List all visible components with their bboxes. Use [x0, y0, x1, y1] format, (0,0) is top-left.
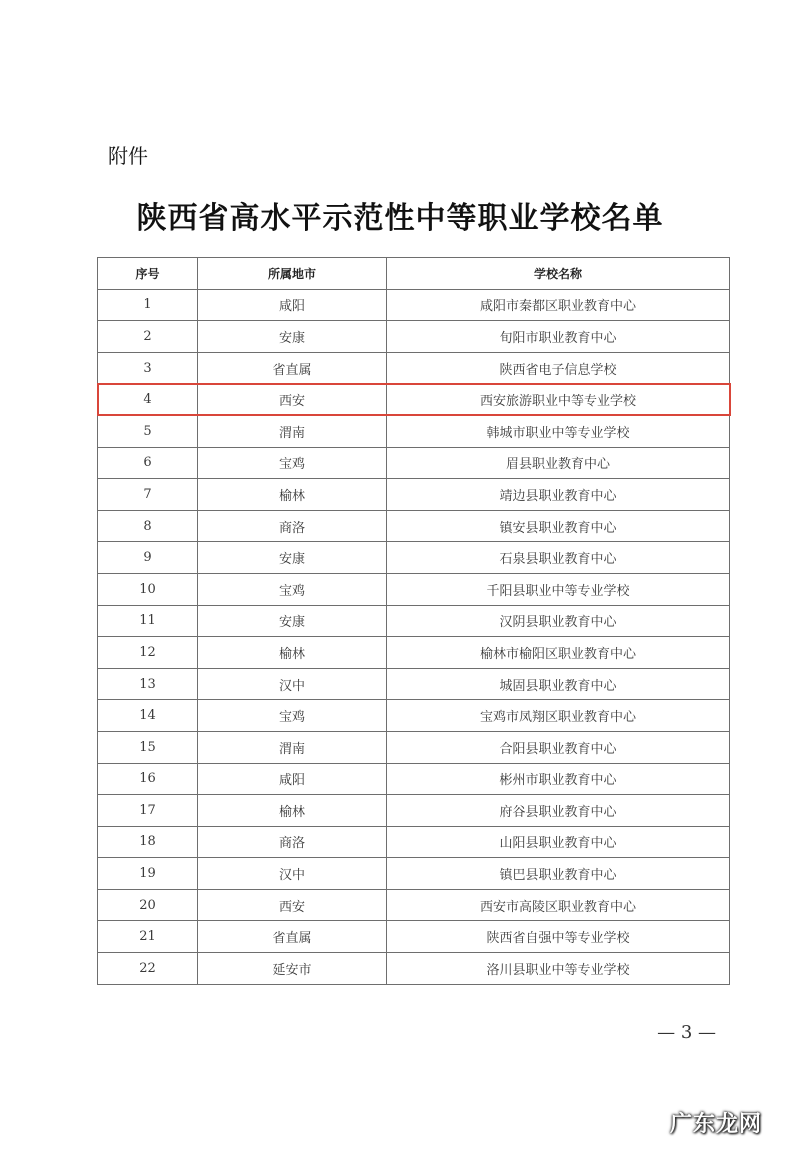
table-row: [98, 637, 730, 669]
cell-serial-number: 1: [98, 289, 198, 321]
cell-school-name: 千阳县职业中等专业学校: [387, 573, 730, 605]
cell-school-name: 西安旅游职业中等专业学校: [387, 384, 730, 416]
cell-serial-number: 6: [98, 447, 198, 479]
cell-school-name: 城固县职业教育中心: [387, 668, 730, 700]
cell-serial-number: 17: [98, 795, 198, 827]
cell-city: 西安: [198, 384, 387, 416]
table-row: [98, 289, 730, 321]
cell-serial-number: 13: [98, 668, 198, 700]
cell-city: 商洛: [198, 826, 387, 858]
cell-school-name: 靖边县职业教育中心: [387, 479, 730, 511]
cell-school-name: 陕西省电子信息学校: [387, 352, 730, 384]
cell-city: 安康: [198, 542, 387, 574]
cell-serial-number: 19: [98, 858, 198, 890]
table-row: [98, 605, 730, 637]
table-header-row: [98, 258, 730, 290]
cell-serial-number: 2: [98, 321, 198, 353]
table-row: [98, 700, 730, 732]
cell-school-name: 韩城市职业中等专业学校: [387, 415, 730, 447]
table-row: [98, 763, 730, 795]
cell-school-name: 旬阳市职业教育中心: [387, 321, 730, 353]
cell-school-name: 山阳县职业教育中心: [387, 826, 730, 858]
table-row: [98, 668, 730, 700]
cell-serial-number: 7: [98, 479, 198, 511]
cell-school-name: 府谷县职业教育中心: [387, 795, 730, 827]
cell-city: 榆林: [198, 795, 387, 827]
cell-school-name: 合阳县职业教育中心: [387, 731, 730, 763]
cell-school-name: 眉县职业教育中心: [387, 447, 730, 479]
table-row: [98, 415, 730, 447]
cell-school-name: 榆林市榆阳区职业教育中心: [387, 637, 730, 669]
cell-city: 汉中: [198, 668, 387, 700]
watermark-logo-text: 广东龙网: [669, 1112, 762, 1137]
cell-city: 榆林: [198, 637, 387, 669]
cell-city: 咸阳: [198, 763, 387, 795]
table-row: [98, 321, 730, 353]
cell-serial-number: 18: [98, 826, 198, 858]
cell-school-name: 洛川县职业中等专业学校: [387, 953, 730, 985]
header-city: 所属地市: [198, 258, 387, 290]
table-row: [98, 731, 730, 763]
table-row: [98, 953, 730, 985]
cell-school-name: 石泉县职业教育中心: [387, 542, 730, 574]
cell-school-name: 镇巴县职业教育中心: [387, 858, 730, 890]
cell-school-name: 西安市高陵区职业教育中心: [387, 889, 730, 921]
cell-school-name: 咸阳市秦都区职业教育中心: [387, 289, 730, 321]
table-row: [98, 352, 730, 384]
cell-city: 宝鸡: [198, 573, 387, 605]
cell-serial-number: 4: [98, 384, 198, 416]
table-row: [98, 826, 730, 858]
cell-school-name: 彬州市职业教育中心: [387, 763, 730, 795]
cell-serial-number: 9: [98, 542, 198, 574]
cell-city: 商洛: [198, 510, 387, 542]
cell-city: 汉中: [198, 858, 387, 890]
table-row: [98, 384, 730, 416]
table-row: [98, 889, 730, 921]
cell-serial-number: 16: [98, 763, 198, 795]
cell-city: 安康: [198, 321, 387, 353]
table-row: [98, 510, 730, 542]
cell-serial-number: 5: [98, 415, 198, 447]
header-school-name: 学校名称: [387, 258, 730, 290]
cell-serial-number: 3: [98, 352, 198, 384]
cell-school-name: 镇安县职业教育中心: [387, 510, 730, 542]
cell-serial-number: 22: [98, 953, 198, 985]
table-row: [98, 858, 730, 890]
cell-school-name: 陕西省自强中等专业学校: [387, 921, 730, 953]
table-row: [98, 447, 730, 479]
cell-serial-number: 11: [98, 605, 198, 637]
cell-city: 省直属: [198, 352, 387, 384]
cell-city: 西安: [198, 889, 387, 921]
cell-school-name: 汉阴县职业教育中心: [387, 605, 730, 637]
cell-city: 榆林: [198, 479, 387, 511]
cell-city: 咸阳: [198, 289, 387, 321]
table-row: [98, 921, 730, 953]
cell-school-name: 宝鸡市凤翔区职业教育中心: [387, 700, 730, 732]
school-list-table: [97, 257, 730, 985]
table-row: [98, 479, 730, 511]
page-number: — 3 —: [657, 1022, 716, 1043]
cell-city: 宝鸡: [198, 447, 387, 479]
cell-city: 安康: [198, 605, 387, 637]
cell-city: 渭南: [198, 731, 387, 763]
table-row: [98, 542, 730, 574]
cell-serial-number: 12: [98, 637, 198, 669]
cell-city: 省直属: [198, 921, 387, 953]
table-row: [98, 573, 730, 605]
cell-serial-number: 15: [98, 731, 198, 763]
table-row: [98, 795, 730, 827]
cell-city: 宝鸡: [198, 700, 387, 732]
cell-serial-number: 14: [98, 700, 198, 732]
attachment-label: 附件: [108, 144, 148, 168]
cell-city: 渭南: [198, 415, 387, 447]
cell-serial-number: 21: [98, 921, 198, 953]
cell-serial-number: 8: [98, 510, 198, 542]
table-body: [98, 289, 730, 984]
cell-serial-number: 20: [98, 889, 198, 921]
header-serial-number: 序号: [98, 258, 198, 290]
document-title: 陕西省高水平示范性中等职业学校名单: [136, 201, 664, 236]
cell-serial-number: 10: [98, 573, 198, 605]
cell-city: 延安市: [198, 953, 387, 985]
